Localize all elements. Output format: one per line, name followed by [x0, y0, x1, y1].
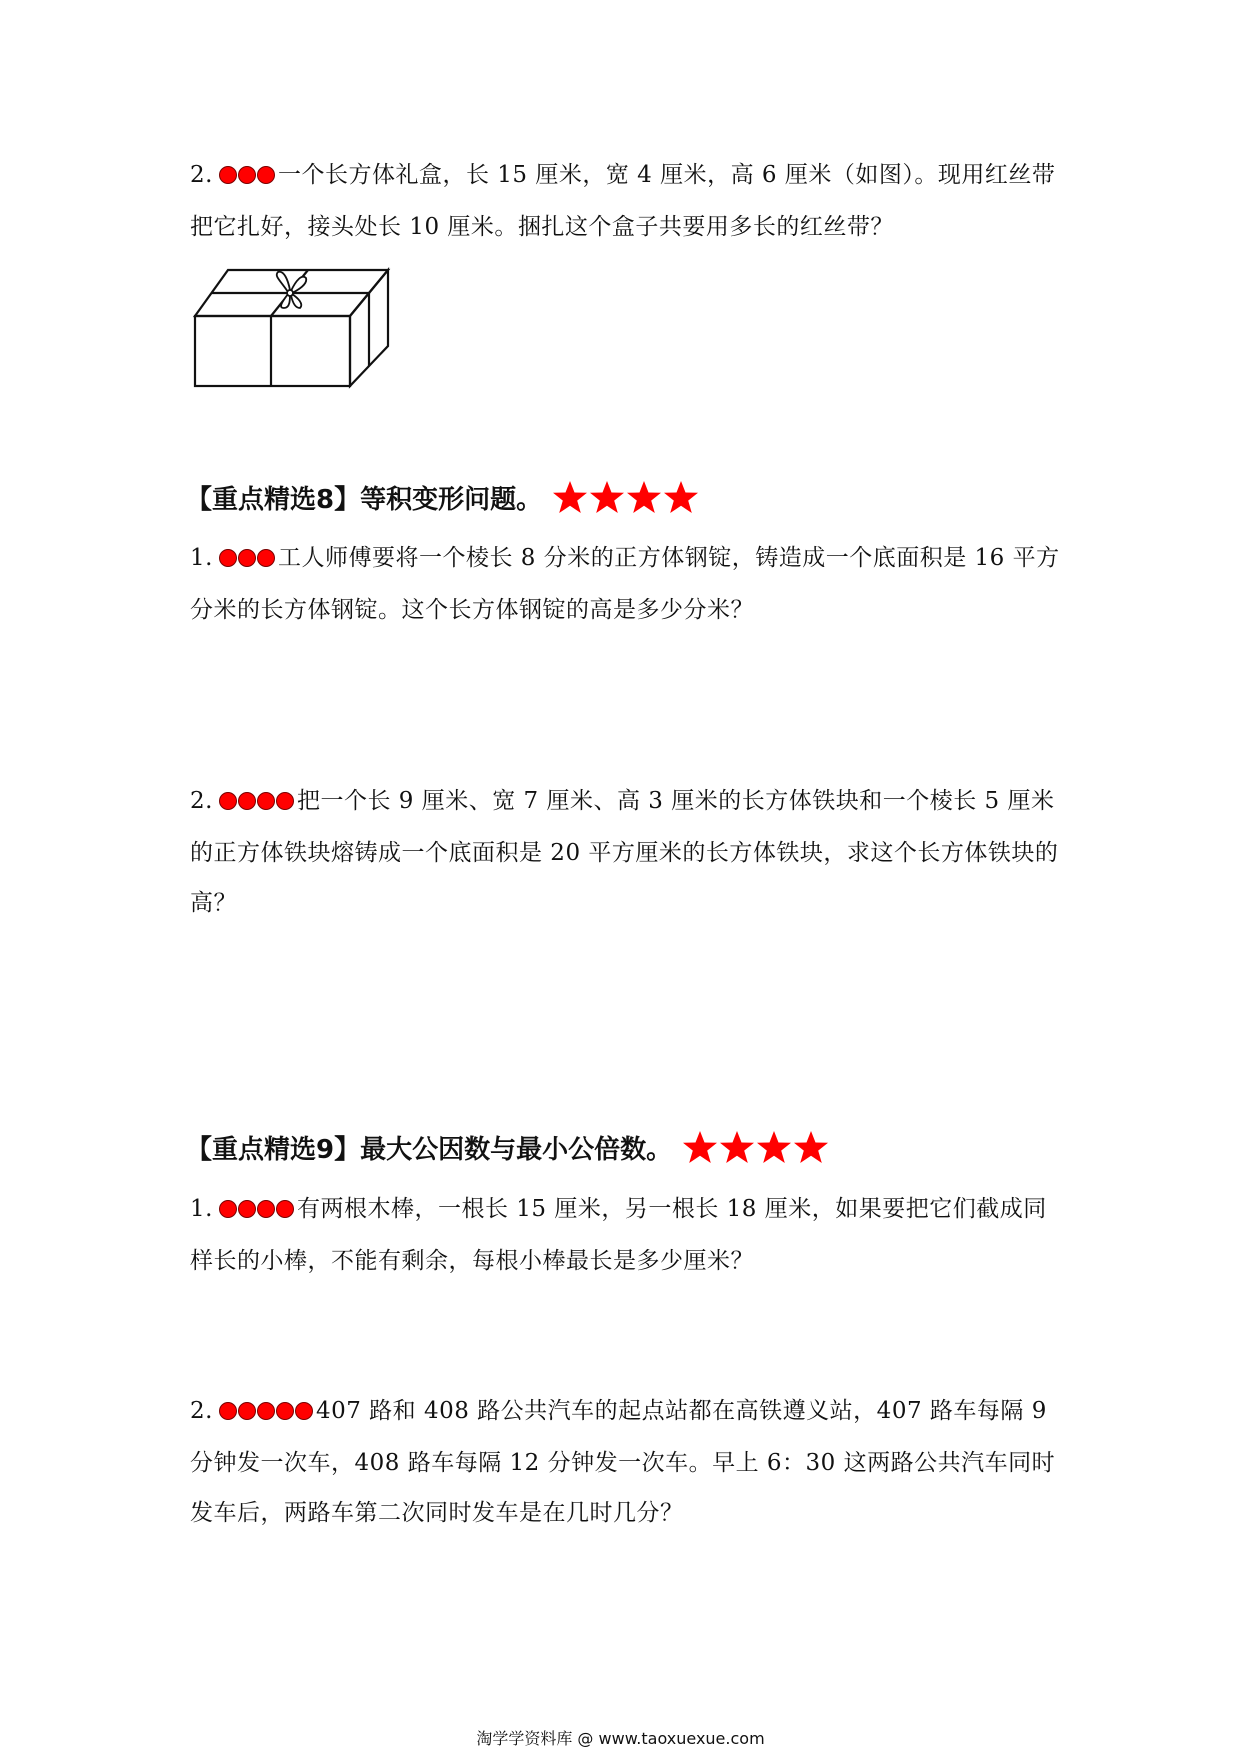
difficulty-dot — [276, 1200, 294, 1218]
problem-bus-schedule — [190, 1386, 1060, 1538]
problem-number: 1. — [190, 545, 213, 571]
difficulty-dot — [238, 1200, 256, 1218]
section-heading-8 — [186, 480, 700, 526]
difficulty-dot — [219, 549, 237, 567]
problem-text: 把一个长 9 厘米、宽 7 厘米、高 3 厘米的长方体铁块和一个棱长 5 厘米的正方体铁块熔铸成一个底面积是 20 平方厘米的长方体铁块，求这个长方体铁块的高？ — [190, 788, 1059, 916]
problem-number: 2. — [190, 788, 213, 814]
problem-number: 1. — [190, 1196, 213, 1222]
difficulty-dots — [219, 1388, 314, 1438]
difficulty-stars — [682, 1130, 830, 1176]
difficulty-dot — [238, 549, 256, 567]
difficulty-dot — [238, 792, 256, 810]
difficulty-dot — [257, 549, 275, 567]
difficulty-dots — [219, 778, 295, 828]
star-icon — [552, 480, 588, 514]
difficulty-dots — [219, 535, 276, 585]
star-icon — [756, 1130, 792, 1164]
problem-text: 一个长方体礼盒，长 15 厘米，宽 4 厘米，高 6 厘米（如图）。现用红丝带把它扎好，接头处长 10 厘米。捆扎这个盒子共要用多长的红丝带？ — [190, 162, 1056, 240]
problem-text: 工人师傅要将一个棱长 8 分米的正方体钢锭，铸造成一个底面积是 16 平方分米的长方体钢锭。这个长方体钢锭的高是多少分米？ — [190, 545, 1060, 623]
problem-steel-ingot — [190, 533, 1060, 635]
problem-text: 407 路和 408 路公共汽车的起点站都在高铁遵义站，407 路车每隔 9 分钟发一次车，408 路车每隔 12 分钟发一次车。早上 6：30 这两路公共汽车同时发车后，两路车第二次同时发车是在几时几分？ — [190, 1398, 1056, 1526]
section-title: 【重点精选8】等积变形问题。 — [186, 485, 543, 515]
star-icon — [793, 1130, 829, 1164]
problem-gift-box — [190, 150, 1060, 252]
difficulty-dot — [219, 1200, 237, 1218]
star-icon — [719, 1130, 755, 1164]
difficulty-dots — [219, 1186, 295, 1236]
star-icon — [589, 480, 625, 514]
gift-box-with-ribbon-icon — [192, 266, 392, 390]
difficulty-dot — [295, 1402, 313, 1420]
problem-number: 2. — [190, 1398, 213, 1424]
section-heading-9 — [186, 1130, 830, 1176]
star-icon — [626, 480, 662, 514]
footer-watermark: 淘学学资料库 @ www.taoxuexue.com — [476, 1729, 765, 1748]
difficulty-dot — [238, 166, 256, 184]
difficulty-dot — [276, 1402, 294, 1420]
problem-text: 有两根木棒，一根长 15 厘米，另一根长 18 厘米，如果要把它们截成同样长的小棒，不能有剩余，每根小棒最长是多少厘米？ — [190, 1196, 1047, 1274]
star-icon — [663, 480, 699, 514]
difficulty-dot — [219, 166, 237, 184]
difficulty-dot — [219, 792, 237, 810]
difficulty-dots — [219, 152, 276, 202]
difficulty-dot — [219, 1402, 237, 1420]
difficulty-dot — [257, 1200, 275, 1218]
difficulty-dot — [257, 166, 275, 184]
problem-iron-block — [190, 776, 1060, 928]
star-icon — [682, 1130, 718, 1164]
difficulty-stars — [552, 480, 700, 526]
difficulty-dot — [276, 792, 294, 810]
difficulty-dot — [257, 1402, 275, 1420]
difficulty-dot — [257, 792, 275, 810]
problem-number: 2. — [190, 162, 213, 188]
difficulty-dot — [238, 1402, 256, 1420]
problem-wooden-sticks — [190, 1184, 1060, 1286]
section-title: 【重点精选9】最大公因数与最小公倍数。 — [186, 1135, 673, 1165]
